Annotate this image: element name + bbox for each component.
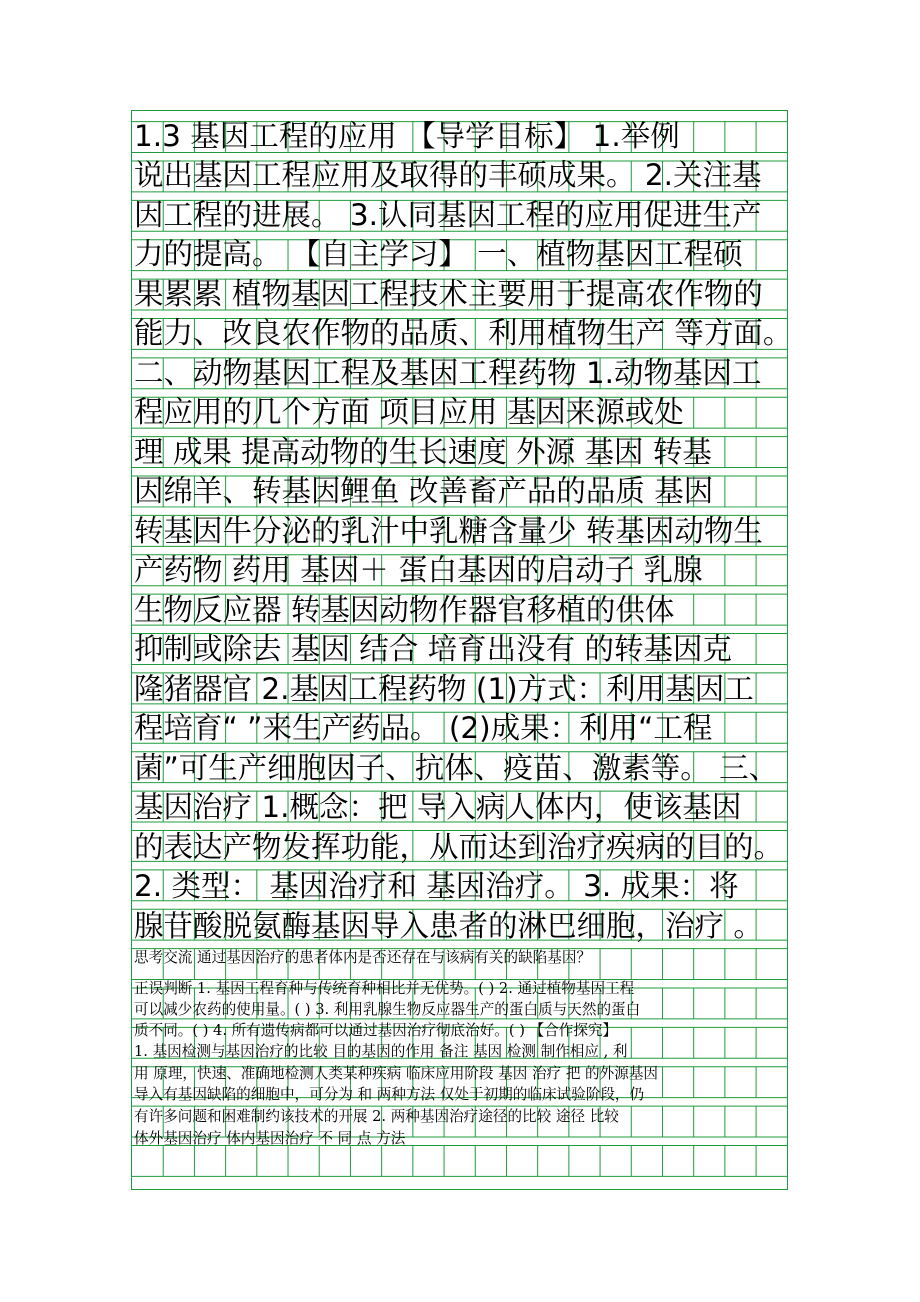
text-line: 的表达产物发挥功能，从而达到治疗疾病的目的。 [134,830,784,864]
text-line: 产药物 药用 基因＋ 蛋白基因的启动子 乳腺 [134,553,703,587]
text-line: 程应用的几个方面 项目应用 基因来源或处 [134,395,684,429]
text-line: 能力、改良农作物的品质、利用植物生产 等方面。 [134,316,793,350]
text-line: 因工程的进展。 3.认同基因工程的应用促进生产 [134,198,762,232]
text-line: 因绵羊、转基因鲤鱼 改善畜产品的品质 基因 [134,474,714,508]
text-line: 隆猪器官 2.基因工程药物 (1)方式：利用基因工 [134,672,754,706]
text-line-small: 体外基因治疗 体内基因治疗 不 同 点 方法 [134,1130,406,1147]
text-line-small: 思考交流 通过基因治疗的患者体内是否还存在与该病有关的缺陷基因？ [134,949,592,966]
text-line-small: 导入有基因缺陷的细胞中，可分为 和 两种方法 仅处于初期的临床试验阶段，仍 [134,1086,645,1103]
text-line-small: 1. 基因检测与基因治疗的比较 目的基因的作用 备注 基因 检测 制作相应 , 利 [134,1043,628,1060]
text-line-small: 正误判断 1. 基因工程育种与传统育种相比并无优势。( ) 2. 通过植物基因工程 [134,980,635,997]
text-line: 说出基因工程应用及取得的丰硕成果。 2.关注基 [134,158,762,192]
text-line: 理 成果 提高动物的生长速度 外源 基因 转基 [134,435,712,469]
text-line-small: 用 原理，快速、准确地检测人类某种疾病 临床应用阶段 基因 治疗 把 的外源基因 [134,1065,659,1082]
text-line: 程培育“ ”来生产药品。 (2)成果：利用“工程 [134,711,713,745]
text-line: 腺苷酸脱氨酶基因导入患者的淋巴细胞，治疗 。 [134,909,763,943]
text-line-small: 可以减少农药的使用量。( ) 3. 利用乳腺生物反应器生产的蛋白质与天然的蛋白 [134,1001,641,1018]
text-line: 2. 类型： 基因治疗和 基因治疗。 3. 成果：将 [134,869,739,903]
text-line: 1.3 基因工程的应用 【导学目标】 1.举例 [134,119,680,153]
text-line: 力的提高。 【自主学习】 一、植物基因工程硕 [134,237,743,271]
text-line: 基因治疗 1.概念：把 导入病人体内，使该基因 [134,790,742,824]
grid-paper [131,110,793,1190]
text-line: 抑制或除去 基因 结合 培育出没有 的转基因克 [134,632,733,666]
text-line: 生物反应器 转基因动物作器官移植的供体 [134,593,675,627]
text-line: 果累累 植物基因工程技术主要用于提高农作物的 [134,277,763,311]
text-line: 二、动物基因工程及基因工程药物 1.动物基因工 [134,356,762,390]
text-line-small: 有许多问题和困难制约该技术的开展 2. 两种基因治疗途径的比较 途径 比较 [134,1108,619,1125]
text-line: 菌”可生产细胞因子、抗体、疫苗、激素等。 三、 [134,751,779,785]
text-line-small: 质不同。( ) 4. 所有遗传病都可以通过基因治疗彻底治好。( ) 【合作探究】 [134,1022,618,1039]
text-line: 转基因牛分泌的乳汁中乳糖含量少 转基因动物生 [134,514,763,548]
